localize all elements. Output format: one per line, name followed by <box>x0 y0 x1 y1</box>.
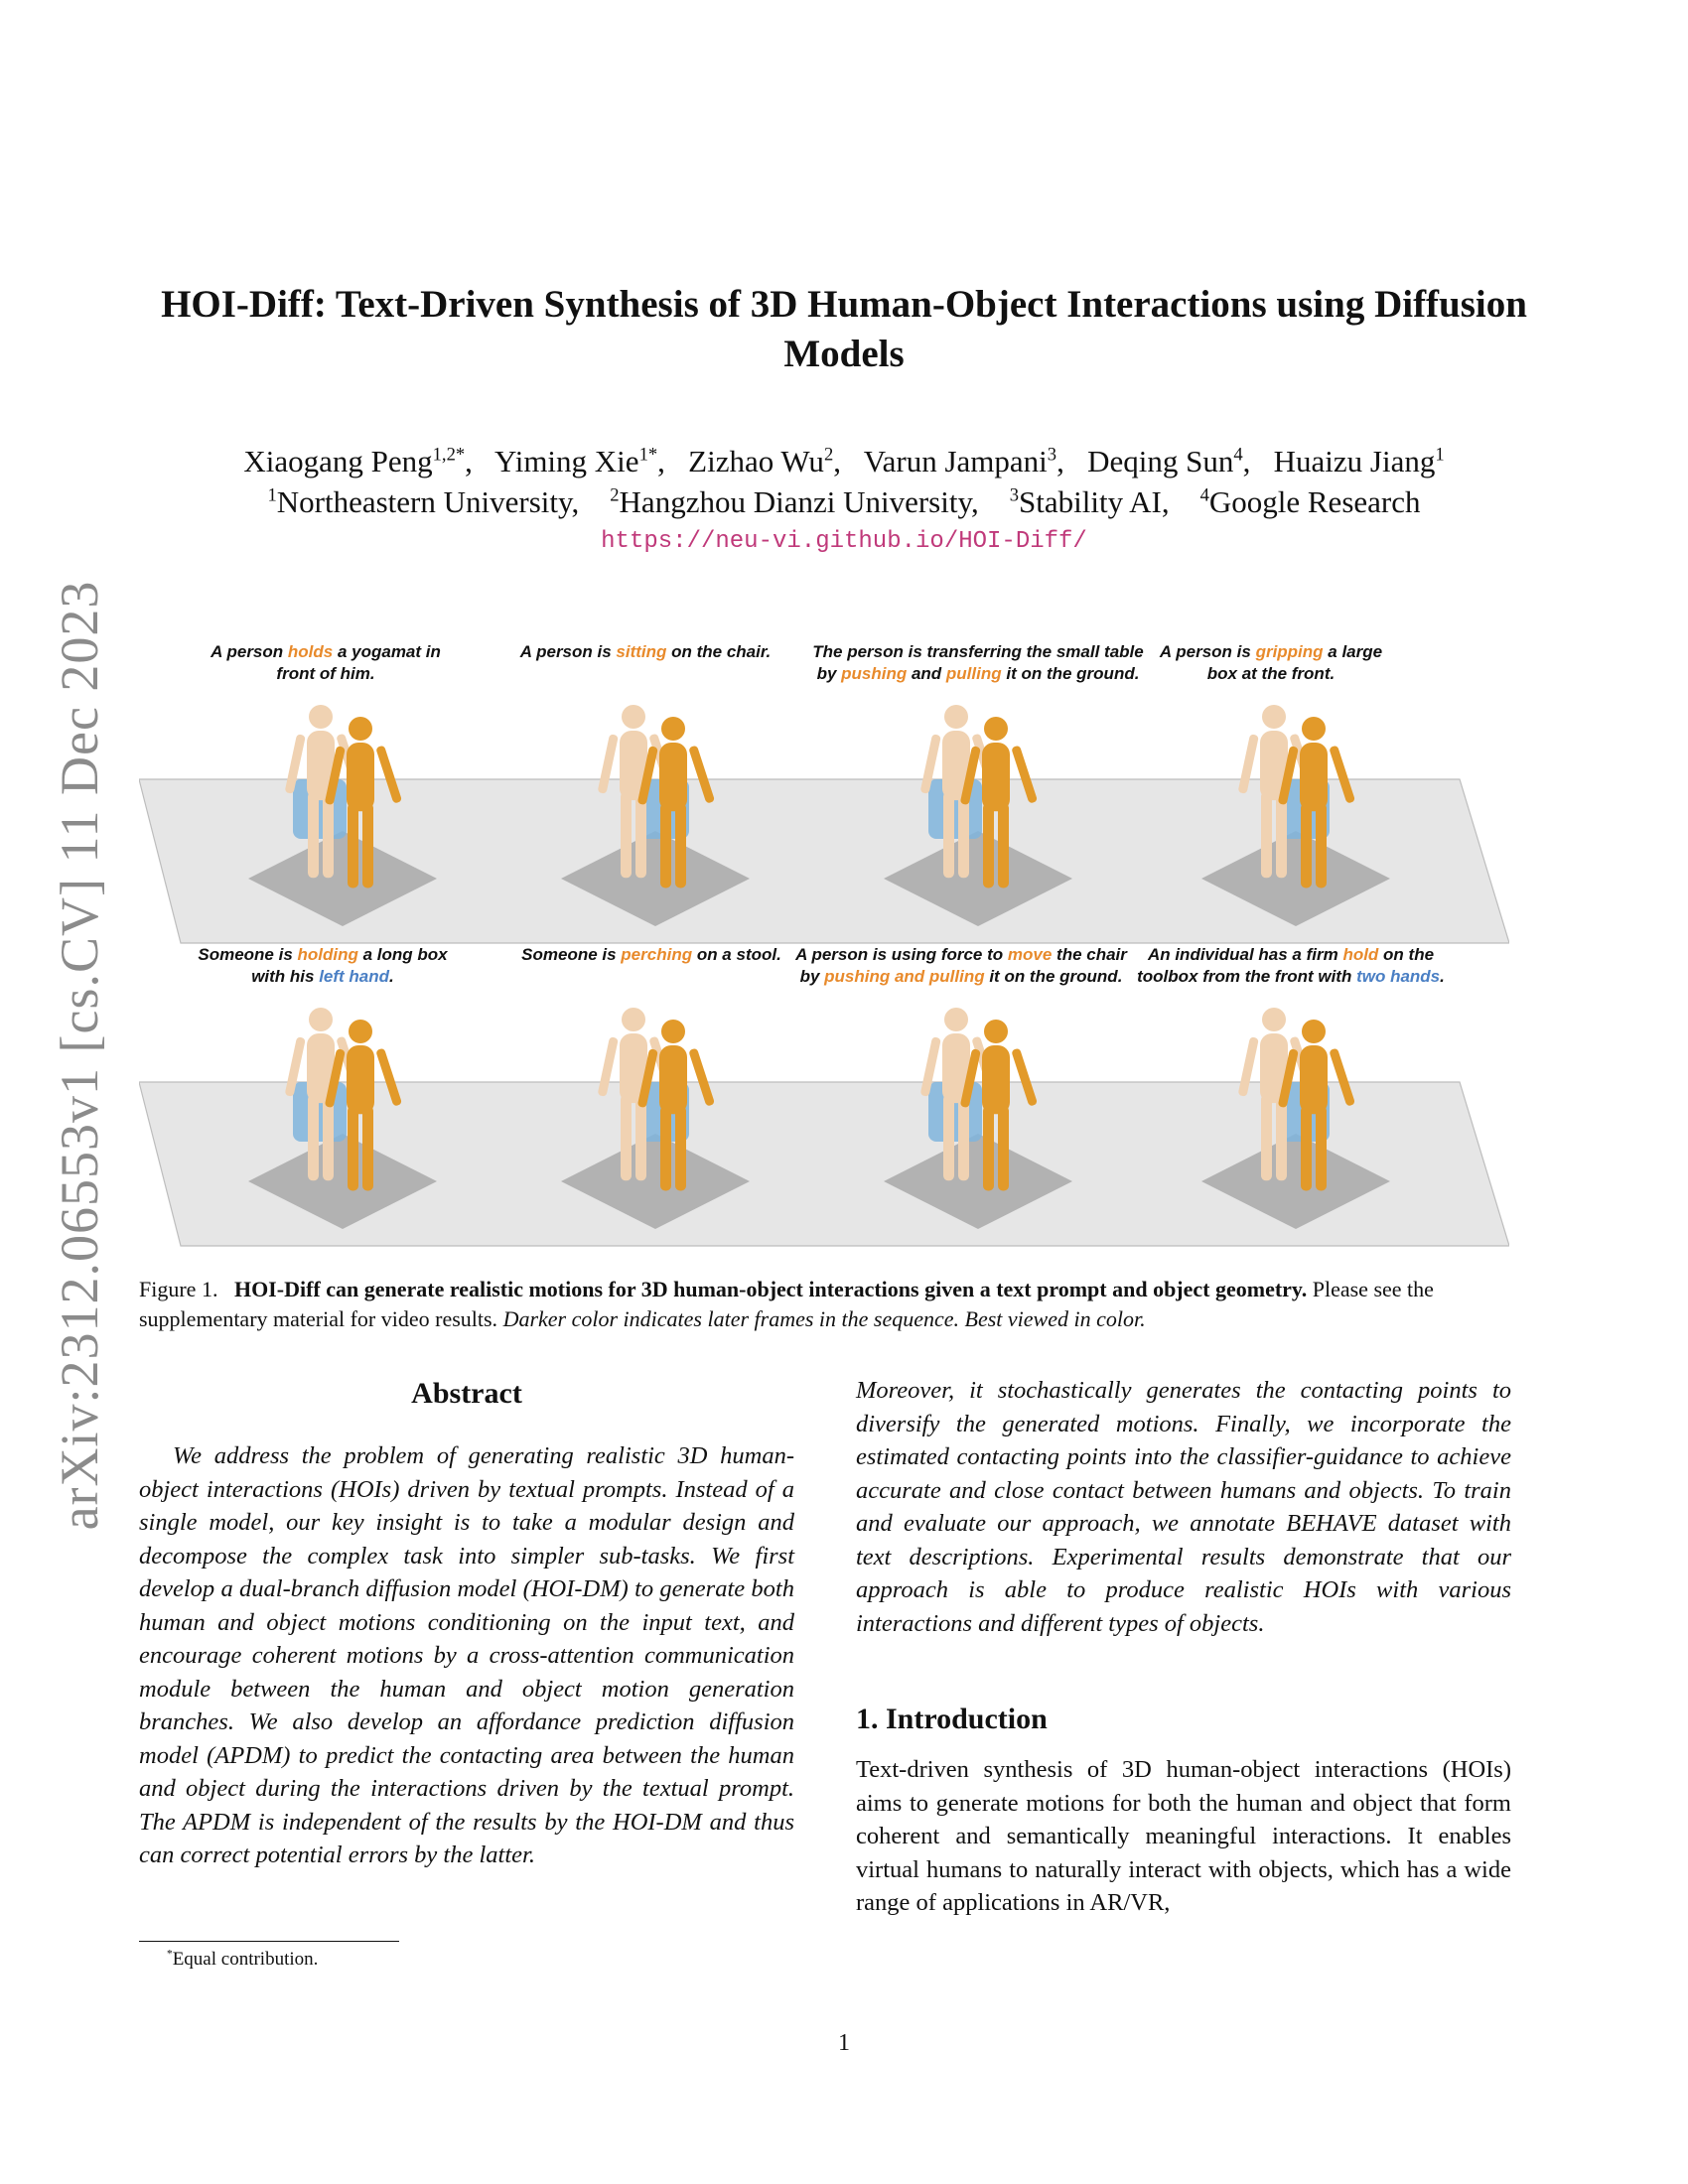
human-leg <box>660 1106 671 1191</box>
affiliation-list: $^1$Northeastern University, $^2$Hangzhou Dianzi University, $^3$Stability AI, $^4$Google Research <box>267 484 1421 519</box>
affiliation-mark: 3 <box>1009 484 1019 506</box>
human-leg <box>675 803 686 888</box>
human-leg <box>635 791 646 878</box>
human-leg <box>983 803 994 888</box>
figure-prompt-line <box>519 642 772 661</box>
footnote-rule <box>139 1941 399 1942</box>
prompt-segment: on the chair. <box>666 642 772 661</box>
prompt-segment: by <box>799 967 825 986</box>
caption-normal: Please see the supplementary material for video results. <box>139 1277 1434 1331</box>
abstract-text: We address the problem of generating realistic 3D human-object interactions (HOIs) driven by textual prompts. Instead of a single model, our key insight is to take a modular design and decompose the complex task into simpler sub-tasks. We first develop a dual-branch diffusion model (HOI-DM) to generate both human and object motions conditioning on the input text, and encourage coherent motions by a cross-attention communication module between the human and object motion generation branches. We also develop an affordance prediction diffusion model (APDM) to predict the contacting area between the human and object during the interactions driven by the textual prompt. The APDM is independent of the results by the HOI-DM and thus can correct potential errors by the latter. <box>139 1442 794 1868</box>
author-name: Deqing Sun <box>1087 444 1234 478</box>
prompt-segment: two hands <box>1356 967 1441 986</box>
prompt-segment: a long box <box>357 945 448 964</box>
author-affiliation-mark: 4 <box>1233 444 1243 466</box>
prompt-segment: a large <box>1323 642 1383 661</box>
affiliation-name: Stability AI <box>1019 484 1162 519</box>
prompt-segment: perching <box>621 945 693 964</box>
affiliation-mark: 4 <box>1199 484 1209 506</box>
abstract-continued: Moreover, it stochastically generates the contacting points to diversify the generated motions. Finally, we incorporate the estimated contacting points into the classifier-guidance to achieve accurate and close contact between humans and objects. To train and evaluate our approach, we annotate BEHAVE dataset with text descriptions. Experimental results demonstrate that our approach is able to produce realistic HOIs with various interactions and different types of objects. <box>856 1377 1511 1637</box>
prompt-segment: pulling <box>945 664 1002 683</box>
figure-prompt-line <box>251 967 394 986</box>
human-torso <box>982 743 1010 811</box>
right-column <box>856 1374 1511 1920</box>
figure-prompt-line <box>210 642 441 661</box>
prompt-segment: front of him. <box>276 664 375 683</box>
prompt-segment: A person is <box>519 642 617 661</box>
figure-prompt-line <box>812 642 1143 661</box>
human-leg <box>362 1106 373 1191</box>
author-affiliation-mark: 3 <box>1047 444 1057 466</box>
human-leg <box>1301 1106 1312 1191</box>
prompt-segment: A person is using force to <box>795 945 1008 964</box>
human-leg <box>958 791 969 878</box>
figure-prompt-line <box>276 664 374 683</box>
human-leg <box>1261 1094 1272 1180</box>
figure-prompt-line <box>800 967 1123 986</box>
footnote-text: Equal contribution. <box>172 1949 319 1970</box>
figure-1 <box>139 635 1509 1251</box>
human-leg <box>998 1106 1009 1191</box>
footnote <box>167 1949 318 1971</box>
figure-prompt-line <box>198 945 449 964</box>
figure-prompt-line <box>1207 664 1335 683</box>
paper-title: HOI-Diff: Text-Driven Synthesis of 3D Human-Object Interactions using Diffusion Models <box>161 283 1527 375</box>
human-leg <box>998 803 1009 888</box>
human-torso <box>659 743 687 811</box>
figure-prompt-line <box>794 945 1128 964</box>
human-leg <box>1261 791 1272 878</box>
human-head <box>984 717 1008 741</box>
author-affiliation-mark: 1 <box>1435 444 1445 466</box>
human-torso <box>1300 1045 1328 1114</box>
human-head <box>349 1020 372 1043</box>
figure-prompt-line <box>817 664 1140 683</box>
prompt-segment: Someone is <box>198 945 298 964</box>
author-name: Yiming Xie <box>494 444 639 478</box>
human-leg <box>660 803 671 888</box>
prompt-segment: by <box>816 664 842 683</box>
author-name: Zizhao Wu <box>688 444 824 478</box>
human-head <box>622 705 645 729</box>
human-torso <box>347 1045 374 1114</box>
affiliation-name: Northeastern University <box>276 484 572 519</box>
human-leg <box>675 1106 686 1191</box>
figure-prompt-line <box>1137 967 1445 986</box>
prompt-segment: on the <box>1378 945 1435 964</box>
human-head <box>309 705 333 729</box>
prompt-segment: sitting <box>616 642 667 661</box>
prompt-segment: Someone is <box>521 945 622 964</box>
caption-bold: HOI-Diff can generate realistic motions for 3D human-object interactions given a text prompt and object geometry. <box>233 1277 1308 1301</box>
human-leg <box>348 803 358 888</box>
prompt-segment: A person is <box>1159 642 1256 661</box>
caption-label: Figure 1. <box>139 1277 218 1301</box>
author-affiliation-mark: 1,2* <box>432 444 466 466</box>
human-head <box>661 1020 685 1043</box>
human-head <box>944 705 968 729</box>
prompt-segment: holding <box>297 945 358 964</box>
human-leg <box>943 791 954 878</box>
human-leg <box>308 1094 319 1180</box>
human-leg <box>1276 791 1287 878</box>
human-head <box>944 1008 968 1031</box>
author-list: Xiaogang Peng$^{1,2*}$, Yiming Xie$^{1*}$, Zizhao Wu$^2$, Varun Jampani$^3$, Deqing Sun$^4$, Huaizu Jiang$^1$ <box>243 444 1445 478</box>
human-torso <box>1300 743 1328 811</box>
human-head <box>622 1008 645 1031</box>
human-leg <box>308 791 319 878</box>
author-name: Xiaogang Peng <box>243 444 433 478</box>
introduction-heading: 1. Introduction <box>856 1703 1048 1735</box>
human-leg <box>362 803 373 888</box>
prompt-segment: and <box>907 664 946 683</box>
project-url-link[interactable]: https://neu-vi.github.io/HOI-Diff/ <box>601 528 1087 555</box>
author-affiliation-mark: 1* <box>638 444 658 466</box>
figure-prompt-line <box>521 945 781 964</box>
author-name: Varun Jampani <box>863 444 1048 478</box>
arxiv-stamp: arXiv:2312.06553v1 [cs.CV] 11 Dec 2023 <box>50 580 109 1531</box>
prompt-segment: it on the ground. <box>1001 664 1140 683</box>
human-head <box>309 1008 333 1031</box>
human-leg <box>1276 1094 1287 1180</box>
human-torso <box>982 1045 1010 1114</box>
human-leg <box>1316 1106 1327 1191</box>
prompt-segment: on a stool. <box>692 945 781 964</box>
affiliation-name: Google Research <box>1208 484 1421 519</box>
human-leg <box>621 1094 632 1180</box>
prompt-segment: gripping <box>1255 642 1324 661</box>
prompt-segment: move <box>1007 945 1053 964</box>
prompt-segment: left hand <box>319 967 390 986</box>
figure-caption <box>139 1275 1509 1334</box>
footnote-mark: * <box>167 1948 173 1961</box>
human-head <box>1262 1008 1286 1031</box>
prompt-segment: box at the front. <box>1206 664 1336 683</box>
human-torso <box>659 1045 687 1114</box>
human-leg <box>323 1094 334 1180</box>
human-leg <box>621 791 632 878</box>
prompt-segment: with his <box>251 967 320 986</box>
human-leg <box>348 1106 358 1191</box>
affiliation-name: Hangzhou Dianzi University <box>619 484 971 519</box>
caption-italic: Darker color indicates later frames in the sequence. Best viewed in color. <box>502 1306 1146 1331</box>
page-number: 1 <box>838 2030 850 2056</box>
left-column <box>139 1374 794 1872</box>
prompt-segment: pushing and pulling <box>824 967 985 986</box>
prompt-segment: . <box>1440 967 1445 986</box>
prompt-segment: hold <box>1342 945 1379 964</box>
prompt-segment: holds <box>287 642 334 661</box>
introduction-text: Text-driven synthesis of 3D human-object interactions (HOIs) aims to generate motions for both the human and object that form coherent and semantically meaningful interactions. It enables virtual humans to naturally interact with objects, which has a wide range of applications in AR/VR, <box>856 1756 1511 1916</box>
prompt-segment: a yogamat in <box>333 642 441 661</box>
human-leg <box>958 1094 969 1180</box>
prompt-segment: . <box>389 967 394 986</box>
figure-prompt-line <box>1147 945 1434 964</box>
human-head <box>1302 1020 1326 1043</box>
figure-prompt-line <box>1159 642 1382 661</box>
prompt-segment: the chair <box>1052 945 1127 964</box>
prompt-segment: it on the ground. <box>984 967 1123 986</box>
human-leg <box>943 1094 954 1180</box>
prompt-segment: A person <box>211 642 288 661</box>
affiliation-mark: 2 <box>610 484 620 506</box>
prompt-segment: An individual has a firm <box>1147 945 1343 964</box>
human-leg <box>323 791 334 878</box>
prompt-segment: pushing <box>841 664 908 683</box>
human-leg <box>983 1106 994 1191</box>
prompt-segment: toolbox from the front with <box>1137 967 1357 986</box>
human-leg <box>1316 803 1327 888</box>
human-head <box>661 717 685 741</box>
human-head <box>1262 705 1286 729</box>
abstract-heading: Abstract <box>411 1377 522 1410</box>
affiliation-mark: 1 <box>267 484 277 506</box>
human-leg <box>1301 803 1312 888</box>
human-head <box>349 717 372 741</box>
author-affiliation-mark: 2 <box>823 444 834 466</box>
author-name: Huaizu Jiang <box>1273 444 1436 478</box>
prompt-segment: The person is transferring the small table <box>812 642 1144 661</box>
human-leg <box>635 1094 646 1180</box>
human-head <box>1302 717 1326 741</box>
human-head <box>984 1020 1008 1043</box>
human-torso <box>347 743 374 811</box>
